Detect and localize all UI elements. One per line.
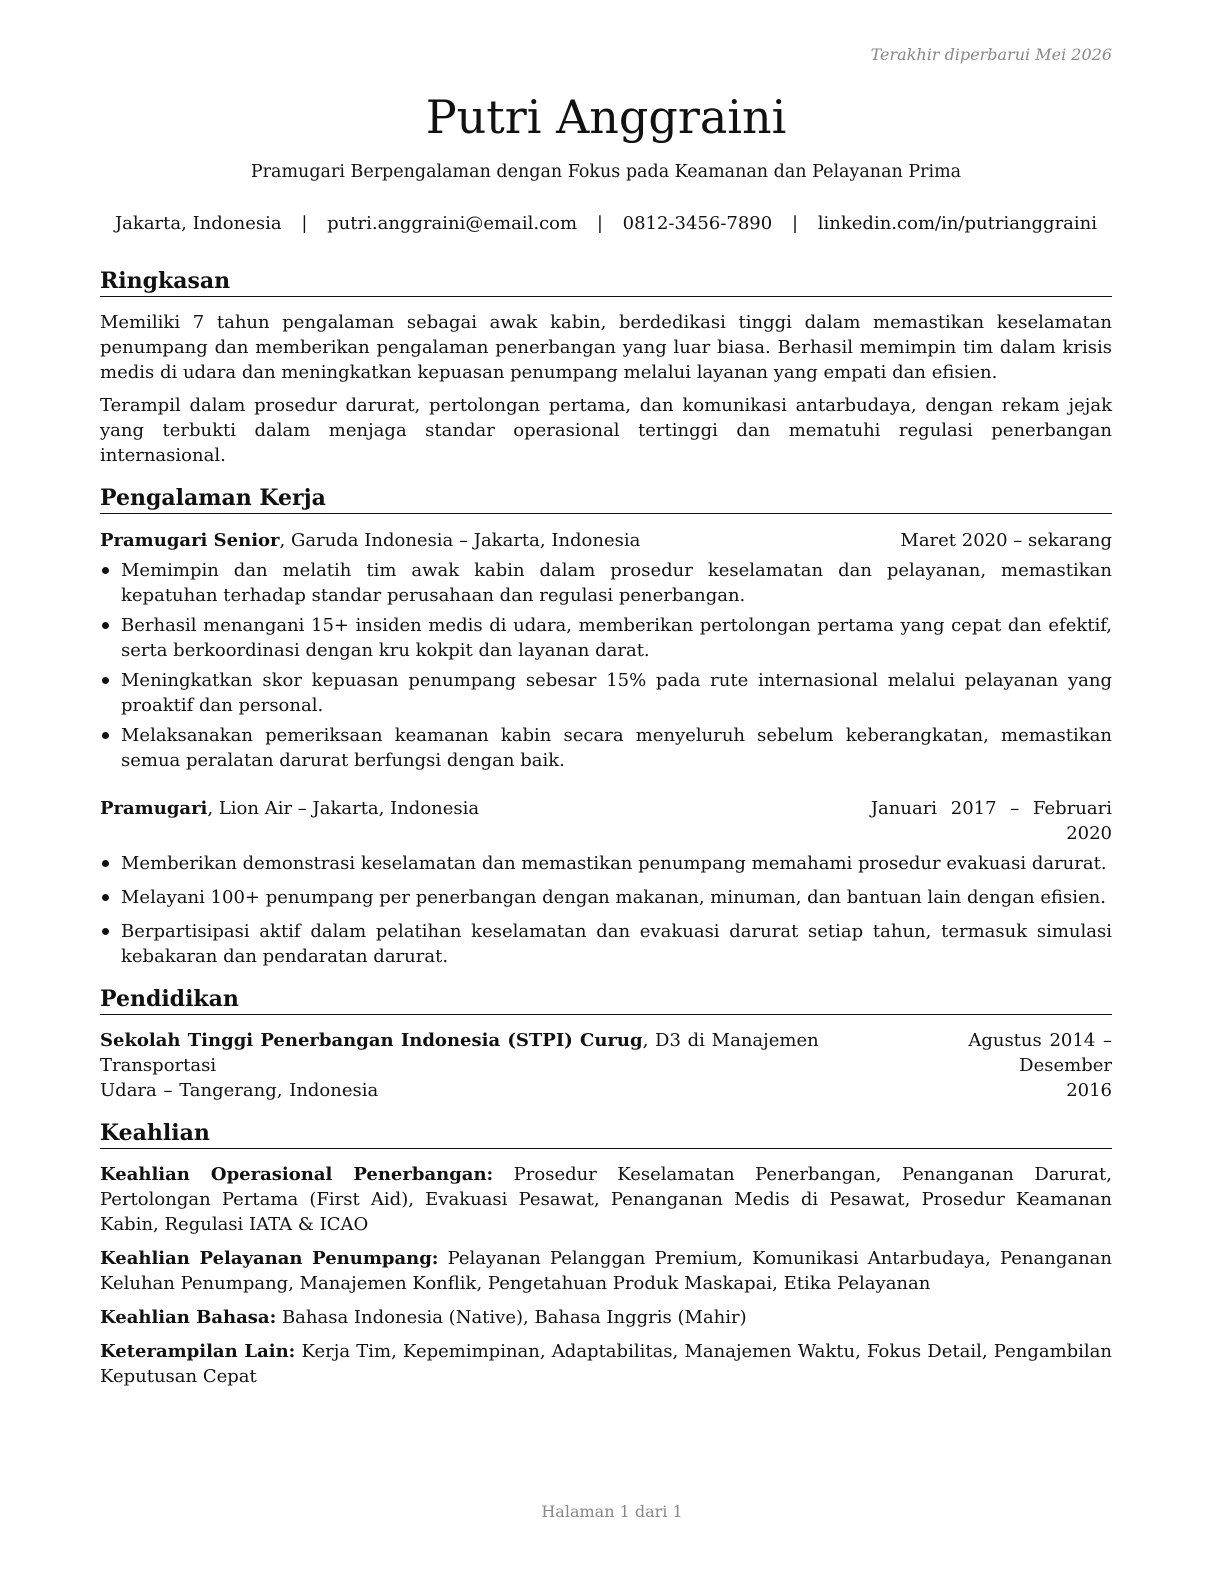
skill-text: Kerja Tim, Kepemimpinan, Adaptabilitas, Manajemen Waktu, Fokus Detail, Pengambilan Keputusan Cepat (100, 1341, 1113, 1387)
skill-group (100, 1246, 1112, 1296)
job-header (100, 528, 1112, 553)
job-entry (100, 796, 1112, 969)
skills-section (100, 1119, 1112, 1389)
education-details (100, 1028, 878, 1103)
job-role: Pramugari Senior (100, 530, 280, 551)
job-bullets (100, 558, 1112, 773)
job-dates-line: Januari 2017 – Februari (870, 798, 1112, 819)
list-item: Berpartisipasi aktif dalam pelatihan keselamatan dan evakuasi darurat setiap tahun, termasuk simulasi kebakaran dan pendaratan darurat. (100, 919, 1112, 969)
list-item: Memberikan demonstrasi keselamatan dan memastikan penumpang memahami prosedur evakuasi darurat. (100, 851, 1112, 876)
section-title-experience: Pengalaman Kerja (100, 484, 1112, 514)
list-item: Melaksanakan pemeriksaan keamanan kabin secara menyeluruh sebelum keberangkatan, memastikan semua peralatan darurat berfungsi dengan baik. (100, 723, 1112, 773)
list-item: Meningkatkan skor kepuasan penumpang sebesar 15% pada rute internasional melalui pelayanan yang proaktif dan personal. (100, 668, 1112, 718)
skill-label: Keahlian Bahasa: (100, 1307, 277, 1328)
page-number: Halaman 1 dari 1 (541, 1502, 683, 1521)
job-title-line (100, 528, 640, 553)
skill-text: Prosedur Keselamatan Penerbangan, Penanganan Darurat, Pertolongan Pertama (First Aid), Evakuasi Pesawat, Penanganan Medis di Pesawat, Prosedur Keamanan Kabin, Regulasi IATA & ICAO (100, 1164, 1112, 1235)
contact-separator: | (301, 213, 308, 234)
section-title-summary: Ringkasan (100, 267, 1112, 297)
program-name: , D3 di Manajemen Transportasi (100, 1030, 819, 1076)
job-entry (100, 528, 1112, 773)
skill-group (100, 1339, 1112, 1389)
education-dates (886, 1028, 1112, 1103)
education-line (100, 1028, 878, 1078)
job-dates (871, 796, 1112, 846)
contact-separator: | (596, 213, 603, 234)
skill-label: Keterampilan Lain: (100, 1341, 296, 1362)
job-role: Pramugari (100, 798, 208, 819)
job-header (100, 796, 1112, 846)
education-dates-line: 2016 (1066, 1080, 1112, 1101)
job-dates: Maret 2020 – sekarang (900, 530, 1112, 551)
summary-paragraph: Terampil dalam prosedur darurat, pertolongan pertama, dan komunikasi antarbudaya, dengan rekam jejak yang terbukti dalam menjaga standar operasional tertinggi dan mematuhi regulasi penerbangan internasional. (100, 395, 1112, 466)
contact-linkedin[interactable]: linkedin.com/in/putrianggraini (817, 213, 1098, 234)
skill-text: Pelayanan Pelanggan Premium, Komunikasi Antarbudaya, Penanganan Keluhan Penumpang, Manajemen Konflik, Pengetahuan Produk Maskapai, Etika Pelayanan (100, 1248, 1112, 1294)
contact-phone: 0812-3456-7890 (622, 213, 773, 234)
job-dates-line: 2020 (1066, 823, 1112, 844)
list-item: Memimpin dan melatih tim awak kabin dalam prosedur keselamatan dan pelayanan, memastikan kepatuhan terhadap standar perusahaan dan regulasi penerbangan. (100, 558, 1112, 608)
education-dates-line: Agustus 2014 – Desember (968, 1030, 1112, 1076)
contact-line (100, 212, 1112, 236)
education-entry (100, 1028, 1112, 1103)
section-title-skills: Keahlian (100, 1119, 1112, 1149)
contact-email[interactable]: putri.anggraini@email.com (327, 213, 578, 234)
skill-text: Bahasa Indonesia (Native), Bahasa Inggris (Mahir) (276, 1307, 747, 1328)
school-name: Sekolah Tinggi Penerbangan Indonesia (STPI) Curug (100, 1030, 643, 1051)
job-company: , Lion Air – Jakarta, Indonesia (207, 798, 480, 819)
job-title-line (100, 796, 479, 821)
skill-label: Keahlian Operasional Penerbangan: (100, 1164, 494, 1185)
experience-section (100, 484, 1112, 969)
summary-paragraph: Memiliki 7 tahun pengalaman sebagai awak kabin, berdedikasi tinggi dalam memastikan keselamatan penumpang dan memberikan pengalaman penerbangan yang luar biasa. Berhasil memimpin tim dalam krisis medis di udara dan meningkatkan kepuasan penumpang melalui layanan yang empati dan efisien. (100, 312, 1112, 383)
section-title-education: Pendidikan (100, 985, 1112, 1015)
list-item: Berhasil menangani 15+ insiden medis di udara, memberikan pertolongan pertama yang cepat dan efektif, serta berkoordinasi dengan kru kokpit dan layanan darat. (100, 613, 1112, 663)
candidate-name: Putri Anggraini (425, 90, 787, 144)
skill-group (100, 1162, 1112, 1237)
tagline: Pramugari Berpengalaman dengan Fokus pada Keamanan dan Pelayanan Prima (250, 162, 962, 182)
skill-group (100, 1305, 1112, 1330)
job-bullets (100, 851, 1112, 969)
summary-section (100, 267, 1112, 468)
education-location: Udara – Tangerang, Indonesia (100, 1080, 379, 1101)
skill-label: Keahlian Pelayanan Penumpang: (100, 1248, 439, 1269)
contact-location: Jakarta, Indonesia (114, 213, 282, 234)
last-updated: Terakhir diperbarui Mei 2026 (870, 45, 1112, 64)
contact-separator: | (791, 213, 799, 234)
job-company: , Garuda Indonesia – Jakarta, Indonesia (279, 530, 641, 551)
list-item: Melayani 100+ penumpang per penerbangan dengan makanan, minuman, dan bantuan lain dengan efisien. (100, 885, 1112, 910)
education-section (100, 985, 1112, 1103)
